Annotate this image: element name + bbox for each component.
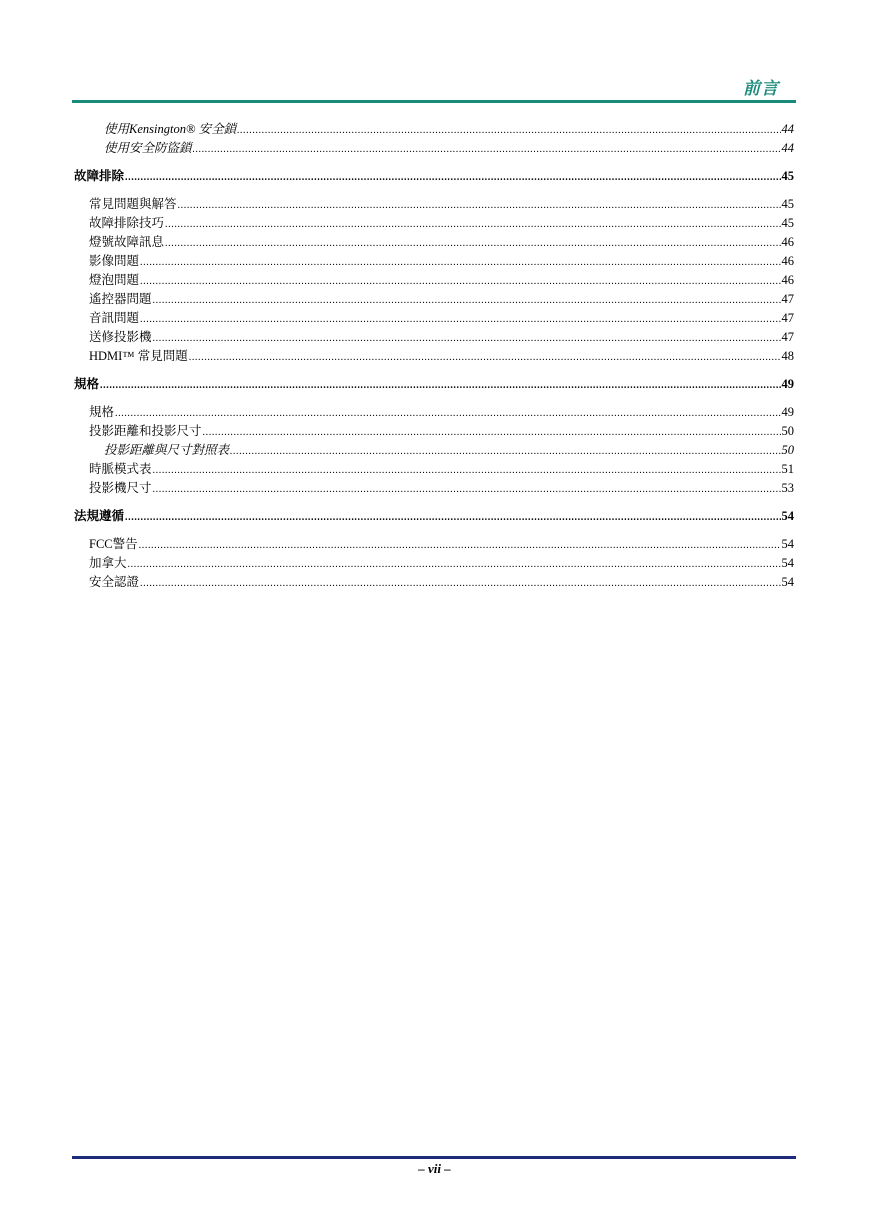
toc-entry[interactable] — [74, 460, 794, 479]
toc-entry-label: 音訊問題 — [89, 311, 140, 325]
toc-entry-label: 安全認證 — [89, 575, 140, 589]
toc-entry-label: 時脈模式表 — [89, 462, 152, 476]
toc-entry[interactable] — [74, 166, 794, 185]
toc-entry[interactable] — [74, 535, 794, 554]
toc-entry-page: 47 — [781, 330, 794, 344]
toc-entry-label: 投影機尺寸 — [89, 481, 152, 495]
toc-dot-leader — [153, 291, 781, 310]
toc-entry-page: 44 — [781, 141, 794, 155]
toc-entry[interactable] — [74, 422, 794, 441]
toc-entry[interactable] — [74, 290, 794, 309]
toc-dot-leader — [178, 196, 781, 215]
toc-entry[interactable] — [74, 309, 794, 328]
toc-entry-label: 燈泡問題 — [89, 273, 140, 287]
toc-dot-leader — [125, 508, 780, 527]
toc-dot-leader — [230, 442, 780, 461]
toc-entry[interactable] — [74, 573, 794, 592]
header-rule — [72, 100, 796, 103]
toc-entry-label: 加拿大 — [89, 556, 127, 570]
toc-dot-leader — [189, 348, 781, 367]
toc-entry-page: 50 — [781, 424, 794, 438]
toc-entry[interactable] — [74, 328, 794, 347]
toc-entry-page: 47 — [781, 292, 794, 306]
toc-entry-label: 燈號故障訊息 — [89, 235, 165, 249]
toc-dot-leader — [125, 168, 780, 187]
toc-entry[interactable] — [74, 252, 794, 271]
toc-entry-label: 使用安全防盜鎖 — [104, 141, 192, 155]
toc-entry-label: 法規遵循 — [74, 508, 125, 523]
toc-entry[interactable] — [74, 374, 794, 393]
footer-rule — [72, 1156, 796, 1159]
toc-entry-label: 遙控器問題 — [89, 292, 152, 306]
toc-entry[interactable] — [74, 347, 794, 366]
toc-entry-page: 50 — [781, 443, 794, 457]
toc-entry-page: 54 — [781, 556, 794, 570]
toc-entry[interactable] — [74, 214, 794, 233]
toc-entry-label: 使用Kensington® 安全鎖 — [104, 122, 237, 136]
toc-entry-label: 影像問題 — [89, 254, 140, 268]
toc-entry-label: 常見問題與解答 — [89, 197, 177, 211]
toc-entry-page: 49 — [781, 377, 794, 391]
toc-entry-label: 規格 — [89, 405, 115, 419]
toc-dot-leader — [153, 461, 781, 480]
toc-entry-label: FCC警告 — [89, 537, 138, 551]
toc-entry[interactable] — [74, 139, 794, 158]
toc-entry-label: 規格 — [74, 376, 100, 391]
toc-dot-leader — [140, 253, 780, 272]
toc-dot-leader — [128, 555, 781, 574]
toc-entry-label: 故障排除技巧 — [89, 216, 165, 230]
toc-entry-page: 54 — [781, 575, 794, 589]
toc-entry[interactable] — [74, 120, 794, 139]
toc-entry-page: 54 — [781, 537, 794, 551]
toc-dot-leader — [140, 574, 780, 593]
toc-entry-label: 投影距離與尺寸對照表 — [104, 443, 230, 457]
toc-entry[interactable] — [74, 479, 794, 498]
toc-entry-page: 53 — [781, 481, 794, 495]
toc-entry-page: 47 — [781, 311, 794, 325]
toc-dot-leader — [193, 140, 781, 159]
toc-entry-page: 44 — [781, 122, 794, 136]
toc-dot-leader — [153, 329, 781, 348]
toc-entry-page: 49 — [781, 405, 794, 419]
toc-dot-leader — [100, 376, 780, 395]
toc-dot-leader — [115, 404, 780, 423]
toc-entry[interactable] — [74, 506, 794, 525]
toc-dot-leader — [153, 480, 781, 499]
toc-dot-leader — [139, 536, 781, 555]
toc-entry-page: 45 — [781, 216, 794, 230]
toc-entry-page: 46 — [781, 235, 794, 249]
toc-entry[interactable] — [74, 195, 794, 214]
toc-dot-leader — [165, 234, 780, 253]
toc-dot-leader — [140, 310, 780, 329]
footer-page-number: – vii – — [418, 1161, 451, 1176]
toc-entry-label: 故障排除 — [74, 168, 125, 183]
toc-dot-leader — [140, 272, 780, 291]
toc-entry-label: 投影距離和投影尺寸 — [89, 424, 202, 438]
toc-dot-leader — [165, 215, 780, 234]
toc-entry[interactable] — [74, 441, 794, 460]
page-header-title: 前言 — [743, 79, 779, 99]
toc-entry[interactable] — [74, 554, 794, 573]
toc-entry-page: 45 — [781, 197, 794, 211]
toc-entry-label: HDMI™ 常見問題 — [89, 349, 188, 363]
toc-entry-page: 54 — [781, 509, 794, 523]
toc-entry-label: 送修投影機 — [89, 330, 152, 344]
toc-entry-page: 46 — [781, 273, 794, 287]
toc-entry[interactable] — [74, 403, 794, 422]
table-of-contents — [74, 120, 794, 592]
toc-entry[interactable] — [74, 271, 794, 290]
toc-entry-page: 45 — [781, 169, 794, 183]
toc-entry-page: 51 — [781, 462, 794, 476]
toc-entry[interactable] — [74, 233, 794, 252]
toc-dot-leader — [237, 121, 780, 140]
toc-dot-leader — [203, 423, 781, 442]
toc-entry-page: 46 — [781, 254, 794, 268]
toc-entry-page: 48 — [781, 349, 794, 363]
